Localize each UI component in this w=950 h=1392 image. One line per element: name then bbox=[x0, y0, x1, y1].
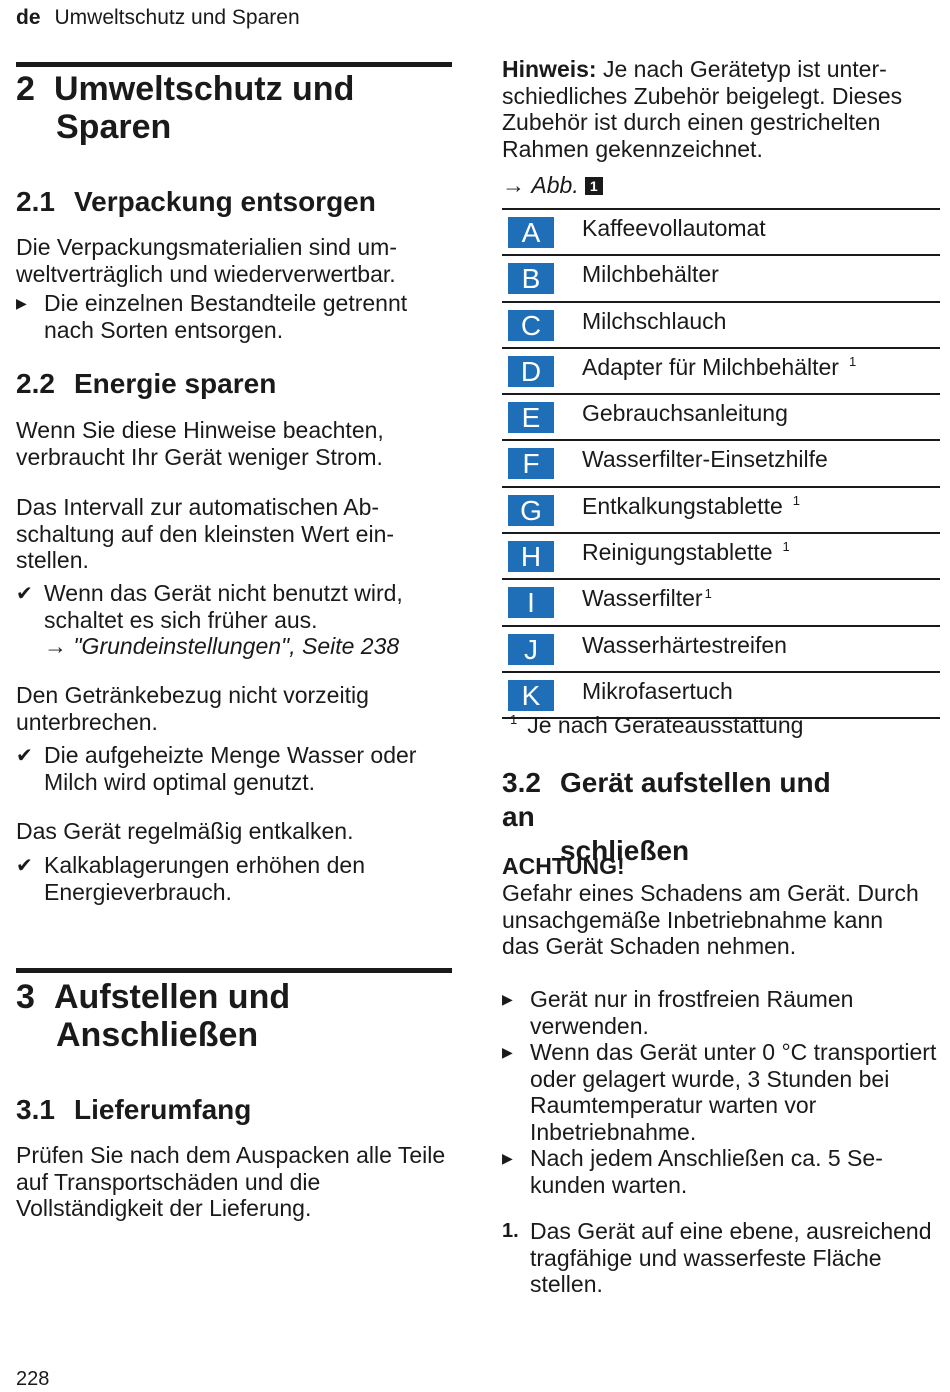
bullet-triangle-icon: ▶ bbox=[16, 295, 27, 311]
result-item: ✔ Die aufgeheizte Menge Wasser oder Milch wird optimal genutzt. bbox=[16, 742, 417, 795]
bullet-triangle-icon: ▶ bbox=[502, 1044, 513, 1060]
arrow-icon: → bbox=[502, 172, 525, 198]
figure-number-badge: 1 bbox=[585, 177, 603, 195]
item-label: Milchschlauch bbox=[582, 307, 727, 334]
item-label: Wasserhärtestreifen bbox=[582, 631, 787, 658]
table-row bbox=[502, 393, 940, 439]
item-letter-badge: A bbox=[508, 217, 554, 248]
hint-text: Je nach Gerätetyp ist unterschiedliches Zubehör beigelegt. Dieses Zubehör ist durch einen gestrichelten Rahmen gekennzeichnet. bbox=[502, 56, 903, 162]
item-letter-badge: G bbox=[508, 495, 554, 526]
footnote-marker: 1 bbox=[792, 493, 800, 509]
footnote-marker: 1 bbox=[704, 585, 712, 601]
footnote-marker: 1 bbox=[782, 539, 790, 555]
section-3-1-heading: 3.1 Lieferumfang bbox=[16, 1094, 252, 1125]
header-title: Umweltschutz und Sparen bbox=[54, 6, 300, 29]
item-label: Reinigungstablette $^1$ bbox=[582, 539, 790, 566]
warning-text: Gefahr eines Schadens am Gerät. Durch unsachgemäße Inbetriebnahme kann das Gerät Schaden nehmen. bbox=[502, 880, 919, 959]
bullet-triangle-icon: ▶ bbox=[502, 991, 513, 1007]
table-footnote: $^1$ Je nach Geräteausstattung bbox=[510, 712, 804, 738]
item-letter-badge: F bbox=[508, 448, 554, 479]
figure-ref-label: Abb. bbox=[531, 172, 579, 198]
table-row bbox=[502, 347, 940, 393]
footnote-marker: 1 bbox=[848, 354, 857, 370]
table-row bbox=[502, 301, 940, 347]
figure-reference bbox=[502, 172, 603, 199]
item-letter-badge: D bbox=[508, 356, 554, 387]
hint-label: Hinweis: bbox=[502, 56, 597, 82]
cross-reference-link[interactable]: "Grundeinstellungen", Seite 238 bbox=[73, 633, 400, 659]
paragraph: Die Verpackungsmaterialien sind umweltverträglich und wiederverwertbar. bbox=[16, 234, 397, 287]
instruction-item: ▶ Nach jedem Anschließen ca. 5 Sekunden warten. bbox=[502, 1145, 883, 1198]
item-letter-badge: H bbox=[508, 541, 554, 572]
table-row bbox=[502, 439, 940, 485]
item-letter-badge: C bbox=[508, 310, 554, 341]
running-header bbox=[16, 6, 300, 30]
section-rule bbox=[16, 62, 452, 67]
item-letter-badge: E bbox=[508, 402, 554, 433]
item-letter-badge: I bbox=[508, 587, 554, 618]
table-row bbox=[502, 208, 940, 254]
paragraph: Prüfen Sie nach dem Auspacken alle Teile auf Transportschäden und die Vollständigkeit der Lieferung. bbox=[16, 1142, 446, 1221]
item-letter-badge: B bbox=[508, 263, 554, 294]
item-letter-badge: K bbox=[508, 680, 554, 711]
paragraph: Den Getränkebezug nicht vorzeitig unterbrechen. bbox=[16, 682, 369, 735]
item-label: Gebrauchsanleitung bbox=[582, 400, 788, 427]
warning-label: ACHTUNG! bbox=[502, 853, 625, 879]
checkmark-icon: ✔ bbox=[16, 855, 33, 877]
item-label: Adapter für Milchbehälter $^1$ bbox=[582, 353, 857, 380]
checkmark-icon: ✔ bbox=[16, 583, 33, 605]
table-row bbox=[502, 486, 940, 532]
section-2-1-heading: 2.1 Verpackung entsorgen bbox=[16, 186, 376, 217]
table-row bbox=[502, 578, 940, 624]
item-label: Wasserfilter-Einsetzhilfe bbox=[582, 446, 828, 473]
item-label: Wasserfilter $^1$ bbox=[582, 585, 712, 612]
instruction-item: ▶ Wenn das Gerät unter 0 °C transportiert oder gelagert wurde, 3 Stunden bei Raumtemperatur warten vor Inbetriebnahme. bbox=[502, 1039, 937, 1145]
section-2-heading: 2 Umweltschutz und Sparen bbox=[16, 70, 355, 146]
section-3-heading: 3 Aufstellen und Anschließen bbox=[16, 978, 291, 1054]
item-label: Milchbehälter bbox=[582, 261, 719, 288]
bullet-triangle-icon: ▶ bbox=[502, 1150, 513, 1166]
paragraph: Das Intervall zur automatischen Abschaltung auf den kleinsten Wert einstellen. bbox=[16, 494, 395, 573]
section-2-2-heading: 2.2 Energie sparen bbox=[16, 368, 277, 399]
section-rule bbox=[16, 968, 452, 973]
item-letter-badge: J bbox=[508, 634, 554, 665]
section-3-2-heading: 3.2 Gerät aufstellen und an schließen bbox=[502, 767, 831, 866]
checkmark-icon: ✔ bbox=[16, 745, 33, 767]
page-number: 228 bbox=[16, 1368, 50, 1390]
table-row bbox=[502, 254, 940, 300]
table-row bbox=[502, 532, 940, 578]
arrow-icon: → bbox=[44, 633, 67, 659]
table-row bbox=[502, 625, 940, 671]
item-label: Kaffeevollautomat bbox=[582, 215, 766, 241]
accessories-table bbox=[502, 208, 940, 719]
item-label: Entkalkungstablette $^1$ bbox=[582, 492, 800, 519]
instruction-item: ▶ Gerät nur in frostfreien Räumen verwenden. bbox=[502, 986, 854, 1039]
step-number: 1. bbox=[502, 1220, 519, 1242]
paragraph: Das Gerät regelmäßig entkalken. bbox=[16, 818, 354, 844]
result-item: ✔ Kalkablagerungen erhöhen den Energieverbrauch. bbox=[16, 852, 365, 905]
hint-note bbox=[502, 56, 938, 162]
item-label: Mikrofasertuch bbox=[582, 677, 733, 704]
paragraph: Wenn Sie diese Hinweise beachten, verbraucht Ihr Gerät weniger Strom. bbox=[16, 417, 384, 470]
language-code: de bbox=[16, 6, 41, 29]
result-item: ✔ Wenn das Gerät nicht benutzt wird, schaltet es sich früher aus. → "Grundeinstellungen", Seite 238 bbox=[16, 580, 403, 659]
step-item: 1. Das Gerät auf eine ebene, ausreichend tragfähige und wasserfeste Fläche stellen. bbox=[502, 1218, 932, 1297]
instruction-item: ▶ Die einzelnen Bestandteile getrennt nach Sorten entsorgen. bbox=[16, 290, 408, 343]
